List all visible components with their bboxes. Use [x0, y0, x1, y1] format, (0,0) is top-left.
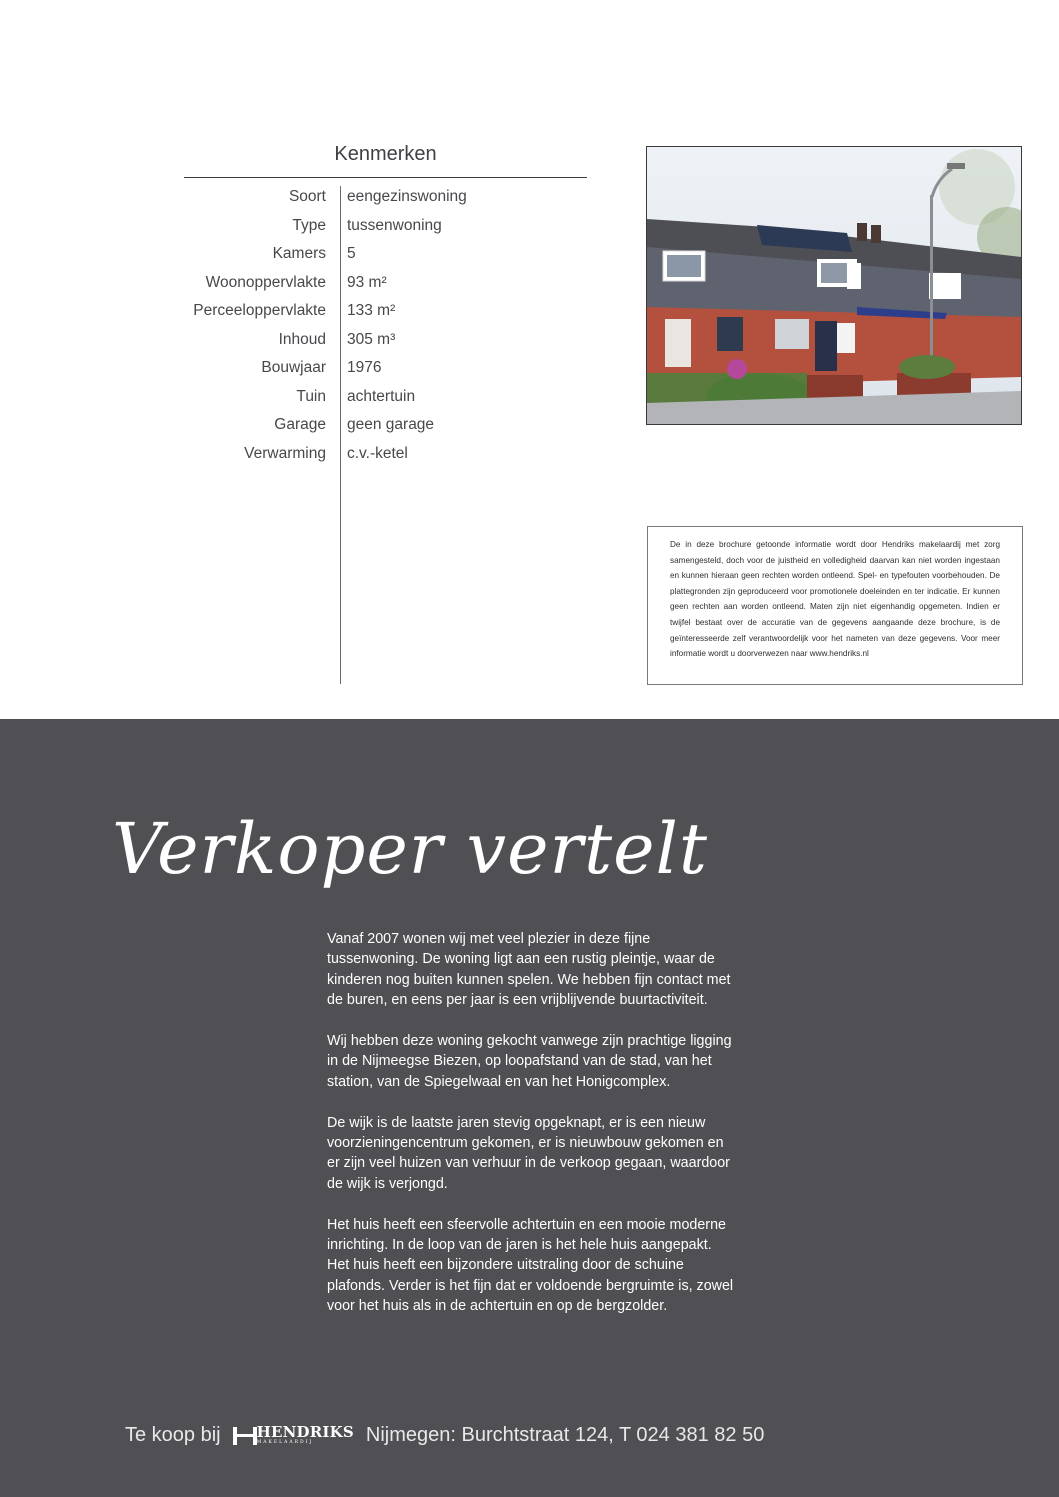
prop-label: Garage — [274, 416, 326, 433]
prop-value: 1976 — [347, 359, 382, 376]
story-title: Verkoper vertelt — [112, 808, 709, 890]
logo-subtitle: MAKELAARDIJ — [256, 1440, 314, 1446]
prop-value: 5 — [347, 245, 356, 262]
prop-row — [184, 357, 604, 386]
disclaimer-box: De in deze brochure getoonde informatie wordt door Hendriks makelaardij met zorg samengesteld, doch voor de juistheid en volledigheid daarvan kan niet worden ingestaan en kunnen hieraan geen rechten worden ontleend. Spel- en typefouten voorbehouden. De plattegronden zijn geproduceerd voor promotionele doeleinden en ter indicatie. Er kunnen geen rechten aan worden ontleend. Maten zijn niet eigenhandig opgemeten. Indien er twijfel bestaat over de accuratie van de gegevens aangaande deze brochure, is de geïnteresseerde zelf verantwoordelijk voor het nameten van deze gegevens. Voor meer informatie wordt u doorverwezen naar www.hendriks.nl — [647, 526, 1023, 685]
prop-row — [184, 215, 604, 244]
story-paragraph: Wij hebben deze woning gekocht vanwege zijn prachtige ligging in de Nijmeegse Biezen, op loopafstand van de stad, van het station, van de Spiegelwaal en van het Honigcomplex. — [327, 1033, 732, 1090]
story-paragraph: De wijk is de laatste jaren stevig opgeknapt, er is een nieuw voorzieningencentrum gekomen, er is nieuwbouw gekomen en er zijn veel huizen van verhuur in de verkoop gegaan, waardoor de wijk is verjongd. — [327, 1114, 730, 1192]
story-paragraph: Vanaf 2007 wonen wij met veel plezier in deze fijne tussenwoning. De woning ligt aan een rustig pleintje, waar de kinderen nog buiten kunnen spelen. We hebben fijn contact met de buren, en eens per jaar is een vrijblijvende buurtactiviteit. — [327, 931, 731, 1009]
prop-row — [184, 443, 604, 472]
kenmerken-table — [184, 186, 604, 471]
hendriks-logo-icon — [233, 1425, 257, 1447]
prop-label: Kamers — [272, 245, 326, 262]
footer — [125, 1424, 764, 1447]
prop-row — [184, 414, 604, 443]
prop-label: Verwarming — [244, 444, 326, 462]
prop-value: 133 m² — [347, 302, 396, 319]
prop-label: Inhoud — [278, 330, 326, 348]
prop-label: Woonoppervlakte — [205, 273, 326, 291]
house-photo — [646, 146, 1022, 425]
prop-row — [184, 243, 604, 272]
kenmerken-title: Kenmerken — [334, 143, 437, 165]
hendriks-logo — [233, 1425, 354, 1447]
kenmerken-title-rule — [184, 177, 587, 178]
prop-label: Bouwjaar — [261, 359, 326, 376]
prop-row — [184, 329, 604, 358]
story-paragraph: Het huis heeft een sfeervolle achtertuin en een mooie moderne inrichting. In de loop van de jaren is het hele huis aangepakt. Het huis heeft een bijzondere uitstraling door de schuine plafonds. Verder is het fijn dat er voldoende bergruimte is, zowel voor het huis als in de achtertuin en op de bergzolder. — [327, 1216, 734, 1315]
prop-value: achtertuin — [347, 387, 416, 405]
prop-label: Perceeloppervlakte — [193, 302, 326, 319]
prop-row — [184, 300, 604, 329]
footer-prefix: Te koop bij — [125, 1424, 221, 1446]
prop-label: Soort — [288, 188, 326, 205]
prop-value: tussenwoning — [347, 216, 442, 234]
prop-row — [184, 386, 604, 415]
prop-value: geen garage — [347, 416, 435, 433]
prop-label: Tuin — [296, 387, 326, 405]
prop-row — [184, 186, 604, 215]
prop-value: 305 m³ — [347, 330, 396, 348]
prop-label: Type — [292, 216, 326, 234]
logo-name: HENDRIKS — [256, 1423, 354, 1442]
footer-address: Nijmegen: Burchtstraat 124, T 024 381 82 50 — [365, 1424, 765, 1446]
prop-row — [184, 272, 604, 301]
prop-value: c.v.-ketel — [347, 444, 408, 462]
prop-value: eengezinswoning — [347, 188, 467, 205]
story-body — [327, 929, 737, 1337]
prop-value: 93 m² — [347, 273, 387, 291]
